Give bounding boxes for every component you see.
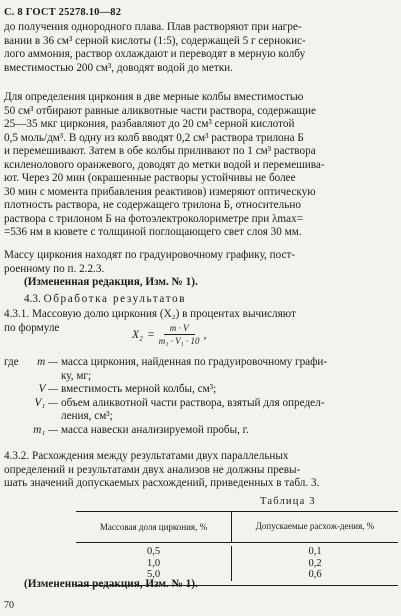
formula-lhs: X₂ xyxy=(132,328,144,341)
text-line: вместимость мерной колбы, см³; xyxy=(61,383,217,396)
text-line: вании в 36 см³ серной кислоты (1:5), содержащей 5 г сернокис- xyxy=(4,34,306,47)
paragraph-discrepancy xyxy=(4,450,396,491)
text-line: вместимостью 200 см³, доводят водой до метки. xyxy=(4,61,233,74)
section-number: 4.3. xyxy=(24,293,41,305)
text-line: 50 см³ отбирают равные аликвотные части раствора, содержащие xyxy=(4,104,316,117)
text-line: 30 мин с момента прибавления реактивов) измеряют оптическую xyxy=(4,185,316,198)
text-line: ку, мг; xyxy=(61,369,92,382)
definition-lead: где xyxy=(4,356,19,368)
text-line: объем аликвотной части раствора, взятый для определ- xyxy=(61,396,325,409)
formula-denominator: m₁ · V₁ · 10 xyxy=(158,336,200,346)
column-header-tolerance xyxy=(232,512,398,542)
formula xyxy=(132,323,206,346)
text-line: определений и результатами двух анализов не должны превы- xyxy=(4,463,301,476)
text-line: шать значений допускаемых расхождений, приведенных в табл. 3. xyxy=(4,477,320,490)
text-line: Для определения циркония в две мерные колбы вместимостью xyxy=(4,91,304,103)
text-line: 4.3.2. Расхождения между результатами двух параллельных xyxy=(4,450,289,462)
column-header-mass-fraction: Массовая доля циркония, % xyxy=(76,512,232,542)
definition-term: m₁ — xyxy=(33,423,58,436)
column-tolerance xyxy=(232,546,398,581)
definition-term: V — xyxy=(38,383,58,396)
text-line: лого аммония, раствор охлаждают и переводят в мерную колбу xyxy=(4,48,306,61)
text-line: ления, см³; xyxy=(61,410,113,423)
text-line: и перемешивают. Затем в обе колбы приливают по 1 см³ раствора xyxy=(4,145,316,158)
text-line: 25—35 мкг циркония, разбавляют до 20 см³ серной кислотой xyxy=(4,118,295,131)
page-number: 70 xyxy=(4,600,14,611)
table-cell: 0,1 xyxy=(308,546,322,557)
formula-numerator: m · V xyxy=(164,323,195,335)
table-caption: Таблица 3 xyxy=(260,496,316,507)
section-title: Обработка результатов xyxy=(43,293,187,305)
definition-text xyxy=(61,356,396,383)
text-line: =536 нм в кювете с толщиной поглощающего свет слоя 30 мм. xyxy=(4,226,302,239)
paragraph-determination xyxy=(4,91,396,240)
text-line: масса навески анализируемой пробы, г. xyxy=(61,423,249,436)
table-cell: 0,5 xyxy=(146,546,161,557)
table-body xyxy=(76,543,398,581)
text-line: масса циркония, найденная по градуировочному графи- xyxy=(61,356,328,368)
definition-row xyxy=(4,397,396,424)
definition-text xyxy=(61,397,396,424)
definition-term: V₁ — xyxy=(34,396,58,409)
text-line: до получения однородного плава. Плав растворяют при нагре- xyxy=(4,21,302,33)
text-line: 4.3.1. Массовую долю циркония (X₂) в процентах вычисляют xyxy=(4,308,296,320)
amendment-note: (Измененная редакция, Изм. № 1). xyxy=(24,276,198,288)
text-line: ксиленолового оранжевого, доводят до метки водой и перемешива- xyxy=(4,158,325,171)
text-line: 0,5 моль/дм³. В одну из колб вводят 0,2 см³ раствора трилона Б xyxy=(4,131,304,144)
definition-text xyxy=(61,424,396,438)
section-heading xyxy=(4,293,186,307)
definition-text xyxy=(61,383,396,397)
formula-fraction xyxy=(159,323,200,346)
definition-row xyxy=(4,424,396,438)
column-mass-fraction xyxy=(76,546,232,581)
table-cell: 0,6 xyxy=(308,569,322,581)
column-header-tolerance-text: Допускаемые расхож-дения, % xyxy=(255,521,375,532)
text-line: раствора с трилоном Б на фотоэлектроколориметре при λmax= xyxy=(4,212,304,225)
definition-row xyxy=(4,356,396,383)
tolerance-table xyxy=(76,511,398,586)
variable-definitions xyxy=(4,356,396,437)
text-line: роенному по п. 2.2.3. xyxy=(4,262,105,275)
paragraph-mass xyxy=(4,249,396,276)
text-line: по формуле xyxy=(4,321,60,334)
amendment-note-footer: (Измененная редакция, Изм. № 1). xyxy=(24,578,198,590)
definition-term: m — xyxy=(37,356,58,368)
table-header xyxy=(76,511,398,543)
page-header: С. 8 ГОСТ 25278.10—82 xyxy=(4,7,122,18)
text-line: ют. Через 20 мин (окрашенные растворы устойчивы не более xyxy=(4,172,296,185)
formula-equals: = xyxy=(147,328,155,341)
paragraph-intro xyxy=(4,21,396,75)
formula-comma: , xyxy=(203,328,207,341)
table-cell: 0,2 xyxy=(308,557,322,569)
table-cell: 1,0 xyxy=(146,557,161,569)
table-cell: 5,0 xyxy=(146,569,161,581)
text-line: Массу циркония находят по градуировочному графику, пост- xyxy=(4,249,296,261)
text-line: плотность раствора, не содержащего трилона Б, относительно xyxy=(4,199,301,212)
definition-row xyxy=(4,383,396,397)
